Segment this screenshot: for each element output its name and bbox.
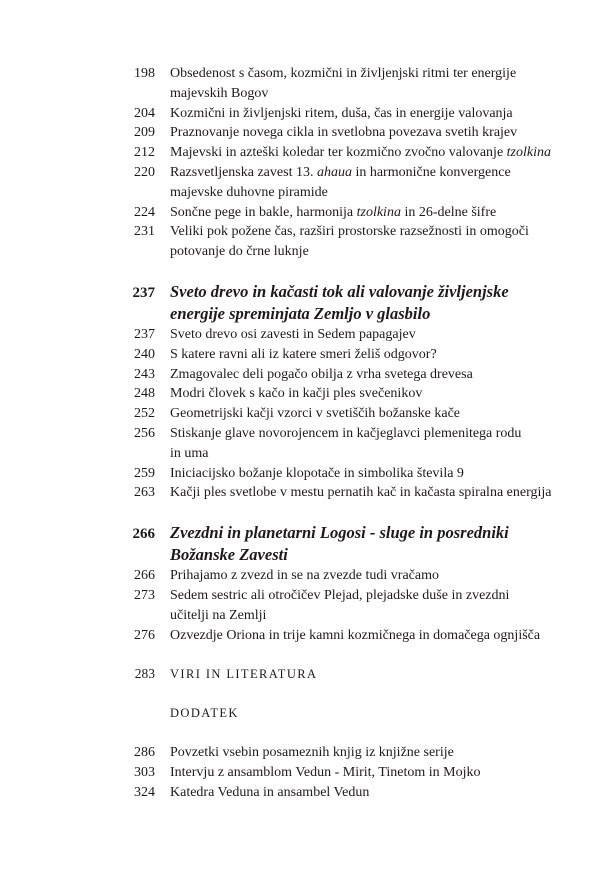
section-label: DODATEK [170,706,239,721]
page-number: 209 [134,125,155,141]
page-number: 256 [134,425,155,441]
toc-group [110,64,571,262]
page-number: 303 [134,764,155,780]
page-number: 266 [132,526,155,543]
toc-group [110,664,571,685]
entry-title: Obsedenost s časom, kozmični in življenjski ritmi ter energije majevskih Bogov [170,66,517,101]
entry-title: Ozvezdje Oriona in trije kamni kozmičnega in domačega ognjišča [170,627,541,643]
page-number: 252 [134,406,155,422]
page-number: 231 [134,224,155,240]
entry-title: Intervju z ansamblom Vedun - Mirit, Tinetom in Mojko [170,764,481,780]
toc-entry-row [110,365,571,385]
page-number: 224 [134,204,155,220]
entry-title: Razsvetljenska zavest 13. ahaua in harmonične konvergence majevske duhovne piramide [170,164,511,200]
toc-entry-row [110,566,571,586]
section-title: Zvezdni in planetarni Logosi - sluge in posredniki Božanske Zavesti [170,523,509,565]
entry-title: Majevski in azteški koledar ter kozmično zvočno valovanje tzolkina [170,145,552,161]
toc-entry-row [110,345,571,365]
toc-group [110,522,571,645]
section-title: Sveto drevo in kačasti tok ali valovanje življenjske energije spreminjata Zemljo v glasbilo [170,281,509,323]
toc-entry-row [110,203,571,223]
toc-entry-row [110,483,571,503]
page-number: 220 [134,164,155,180]
toc-group [110,704,571,724]
page-number: 263 [134,485,155,501]
toc-entry-row [110,104,571,124]
toc-entry-row [110,163,571,203]
toc-entry-row [110,64,571,104]
page-number: 198 [134,66,155,81]
toc-group [110,743,571,802]
toc-entry-row [110,743,571,763]
toc-entry-row [110,763,571,783]
toc-section-heading-row [110,281,571,325]
toc-entry-row [110,783,571,803]
toc-entry-row [110,424,571,464]
page-number: 283 [134,666,155,682]
toc-entry-row [110,626,571,646]
page-number: 266 [134,568,155,584]
toc-group [110,281,571,503]
entry-title: Modri človek s kačo in kačji ples svečenikov [170,386,423,402]
entry-title: Kozmični in življenjski ritem, duša, čas in energije valovanja [170,105,513,121]
page-number: 237 [134,326,155,342]
entry-title: Povzetki vsebin posameznih knjig iz knjižne serije [170,744,454,760]
italic-term: tzolkina [356,204,401,220]
entry-title: Sveto drevo osi zavesti in Sedem papagajev [170,326,416,342]
page-number: 273 [134,587,155,603]
entry-title: Stiskanje glave novorojencem in kačjeglavci plemenitega rodu in uma [170,425,522,461]
entry-title: Katedra Veduna in ansambel Vedun [170,784,370,800]
entry-title: Geometrijski kačji vzorci v svetiščih božanske kače [170,406,461,422]
section-label: VIRI IN LITERATURA [170,667,318,682]
toc-entry-row [110,143,571,163]
toc-entry-row [110,586,571,626]
page-number: 248 [134,386,155,402]
toc-entry-row [110,325,571,345]
toc-entry-row [110,464,571,484]
page-number: 259 [134,465,155,481]
entry-title: Prihajamo z zvezd in se na zvezde tudi vračamo [170,568,439,584]
italic-term: tzolkina [506,145,552,161]
page-number: 212 [134,145,155,161]
entry-title: Sončne pege in bakle, harmonija tzolkina in 26-delne šifre [170,204,497,220]
page-number: 243 [134,366,155,382]
toc-entry-row [110,123,571,143]
toc-caps-row [110,704,571,724]
entry-title: Sedem sestric ali otročičev Plejad, plejadske duše in zvezdni učitelji na Zemlji [170,587,510,623]
page-number: 237 [132,284,155,301]
entry-title: Kačji ples svetlobe v mestu pernatih kač in kačasta spiralna energija [170,485,552,501]
toc-entry-row [110,222,571,262]
toc-caps-row [110,664,571,685]
toc [110,64,571,802]
entry-title: Veliki pok požene čas, razširi prostorske razsežnosti in omogoči potovanje do črne luknje [170,224,529,260]
toc-section-heading-row [110,522,571,566]
entry-title: S katere ravni ali iz katere smeri želiš odgovor? [170,346,437,362]
entry-title: Praznovanje novega cikla in svetlobna povezava svetih krajev [170,125,518,141]
page-number: 286 [134,744,155,760]
page-number: 276 [134,627,155,643]
toc-entry-row [110,404,571,424]
page-number: 324 [134,784,155,800]
entry-title: Zmagovalec deli pogačo obilja z vrha svetega drevesa [170,366,473,382]
page-number: 204 [134,105,155,121]
entry-title: Iniciacijsko božanje klopotače in simbolika števila 9 [170,465,464,481]
toc-entry-row [110,384,571,404]
page-number: 240 [134,346,155,362]
italic-term: ahaua [316,164,352,180]
